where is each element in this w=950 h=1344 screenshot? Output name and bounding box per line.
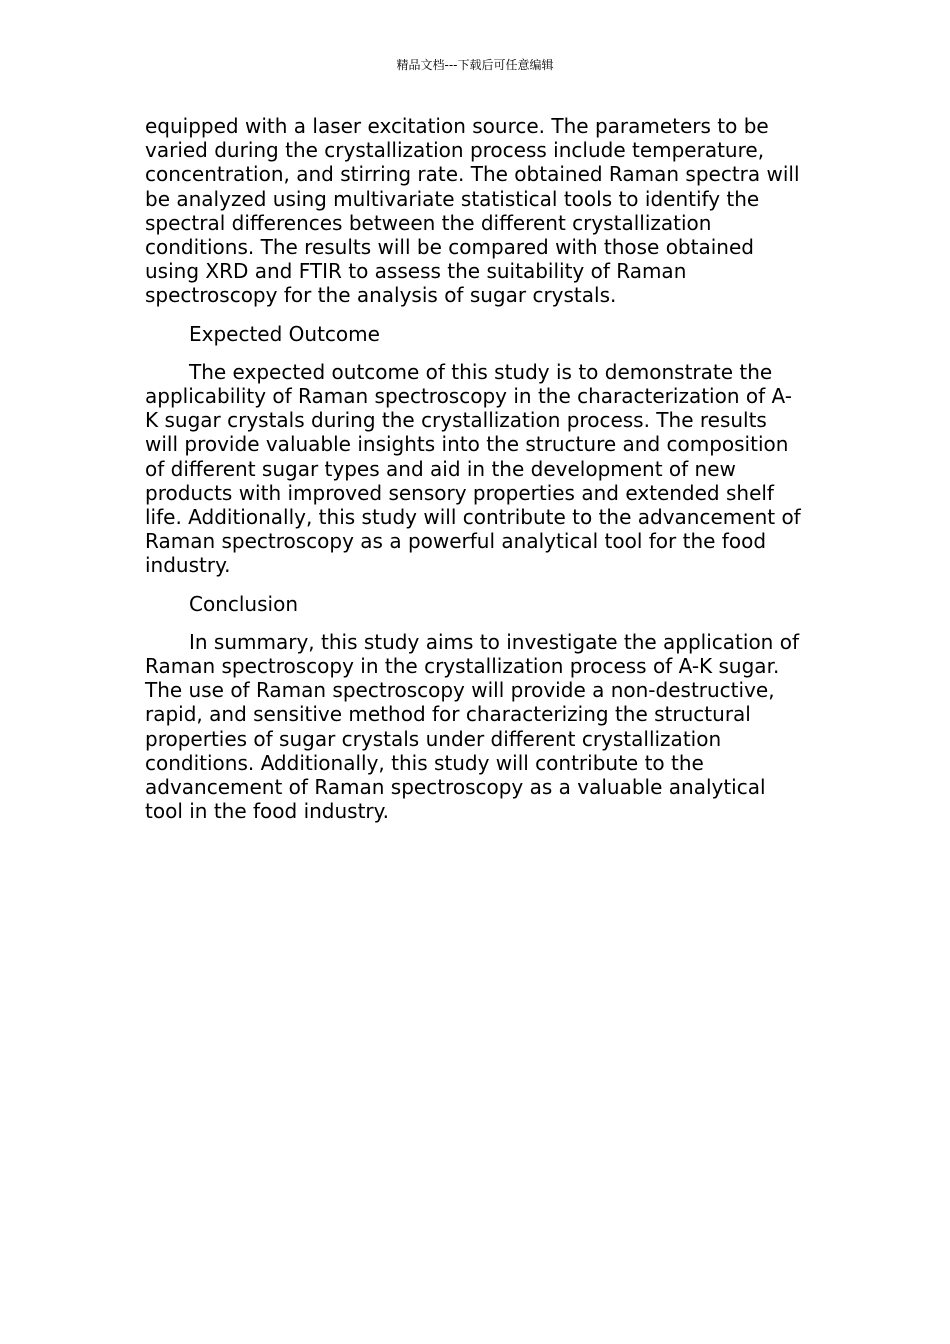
paragraph-conclusion: In summary, this study aims to investigate the application of Raman spectroscopy in the crystallization process of A-K sugar. The use of Raman spectroscopy will provide a non-destructive, rapid, and sensitive method for characterizing the structural properties of sugar crystals under different crystallization conditions. Additionally, this study will contribute to the advancement of Raman spectroscopy as a valuable analytical tool in the food industry. bbox=[145, 629, 799, 824]
page-header: 精品文档---下载后可任意编辑 bbox=[396, 58, 554, 72]
document-body bbox=[145, 114, 805, 837]
paragraph-method-continuation: equipped with a laser excitation source. The parameters to be varied during the crystallization process include temperature, concentration, and stirring rate. The obtained Raman spectra will be analyzed using multivariate statistical tools to identify the spectral differences between the different crystallization conditions. The results will be compared with those obtained using XRD and FTIR to assess the suitability of Raman spectroscopy for the analysis of sugar crystals. bbox=[145, 114, 800, 308]
paragraph-expected-outcome: The expected outcome of this study is to demonstrate the applicability of Raman spectroscopy in the characterization of A-K sugar crystals during the crystallization process. The results will provide valuable insights into the structure and composition of different sugar types and aid in the development of new products with improved sensory properties and extended shelf life. Additionally, this study will contribute to the advancement of Raman spectroscopy as a powerful analytical tool for the food industry. bbox=[145, 359, 801, 578]
section-heading-expected-outcome: Expected Outcome bbox=[189, 321, 380, 346]
section-heading-conclusion: Conclusion bbox=[189, 591, 298, 616]
